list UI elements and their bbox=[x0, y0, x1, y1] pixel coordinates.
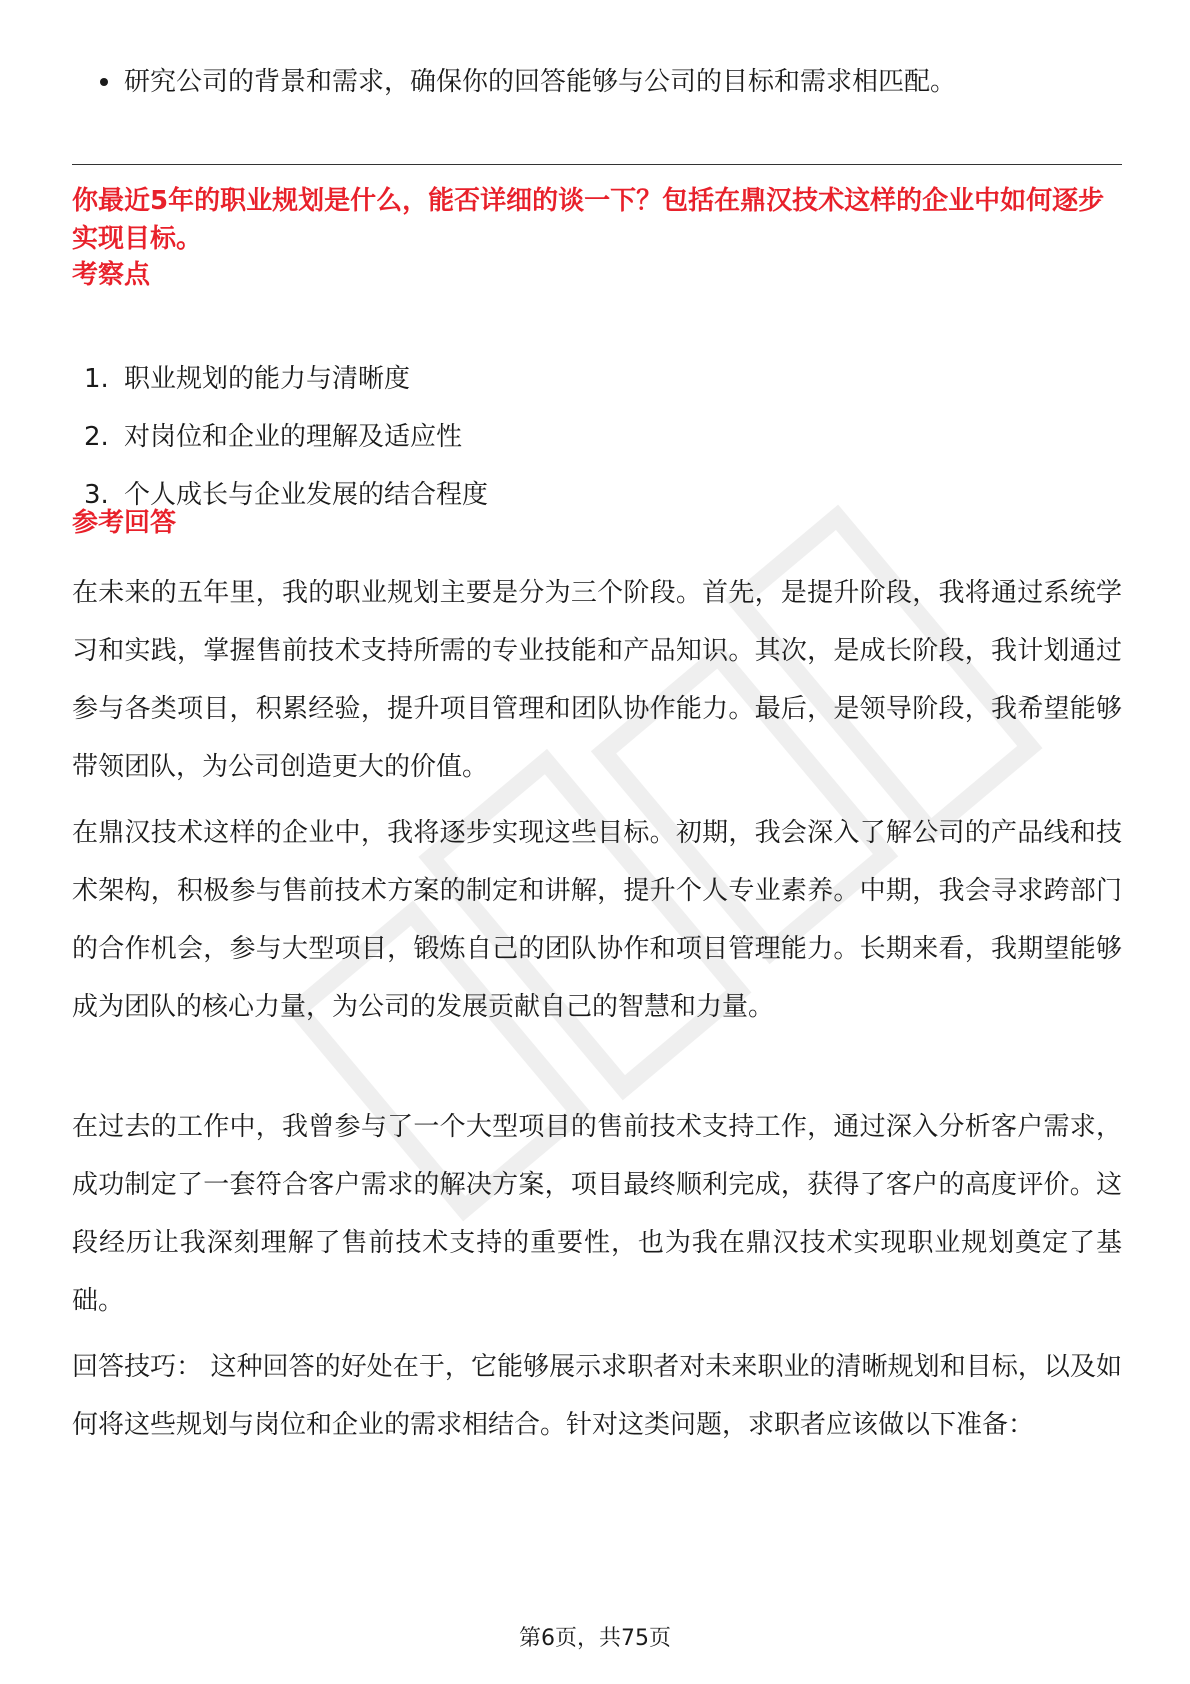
list-item-number: 3. bbox=[84, 480, 109, 510]
answer-paragraph: 在过去的工作中，我曾参与了一个大型项目的售前技术支持工作，通过深入分析客户需求，成功制定了一套符合客户需求的解决方案，项目最终顺利完成，获得了客户的高度评价。这段经历让我深刻理解了售前技术支持的重要性，也为我在鼎汉技术实现职业规划奠定了基础。 bbox=[72, 1112, 1122, 1316]
list-item-text: 职业规划的能力与清晰度 bbox=[124, 364, 411, 394]
list-item bbox=[84, 408, 488, 466]
intro-bullet bbox=[100, 62, 956, 102]
document-page bbox=[72, 0, 1122, 1684]
assessment-heading: 考察点 bbox=[72, 260, 151, 290]
section-divider bbox=[72, 164, 1122, 165]
question-title: 你最近5年的职业规划是什么，能否详细的谈一下？包括在鼎汉技术这样的企业中如何逐步实现目标。 bbox=[72, 186, 1105, 254]
page-number: 第6页，共75页 bbox=[519, 1626, 671, 1651]
list-item bbox=[84, 350, 488, 408]
list-item-number: 2. bbox=[84, 422, 109, 452]
assessment-list bbox=[84, 350, 488, 524]
answer-paragraph: 在鼎汉技术这样的企业中，我将逐步实现这些目标。初期，我会深入了解公司的产品线和技术架构，积极参与售前技术方案的制定和讲解，提升个人专业素养。中期，我会寻求跨部门的合作机会，参与大型项目，锻炼自己的团队协作和项目管理能力。长期来看，我期望能够成为团队的核心力量，为公司的发展贡献自己的智慧和力量。 bbox=[72, 818, 1122, 1022]
intro-bullet-text: 研究公司的背景和需求，确保你的回答能够与公司的目标和需求相匹配。 bbox=[124, 67, 957, 97]
answer-heading: 参考回答 bbox=[72, 508, 177, 538]
list-item-number: 1. bbox=[84, 364, 109, 394]
tips-paragraph: 回答技巧： 这种回答的好处在于，它能够展示求职者对未来职业的清晰规划和目标，以及如何将这些规划与岗位和企业的需求相结合。针对这类问题，求职者应该做以下准备： bbox=[72, 1352, 1122, 1440]
list-item-text: 对岗位和企业的理解及适应性 bbox=[124, 422, 463, 452]
list-item-text: 个人成长与企业发展的结合程度 bbox=[124, 480, 489, 510]
answer-paragraph: 在未来的五年里，我的职业规划主要是分为三个阶段。首先，是提升阶段，我将通过系统学习和实践，掌握售前技术支持所需的专业技能和产品知识。其次，是成长阶段，我计划通过参与各类项目，积累经验，提升项目管理和团队协作能力。最后，是领导阶段，我希望能够带领团队，为公司创造更大的价值。 bbox=[72, 578, 1122, 782]
bullet-dot-icon bbox=[100, 78, 108, 86]
